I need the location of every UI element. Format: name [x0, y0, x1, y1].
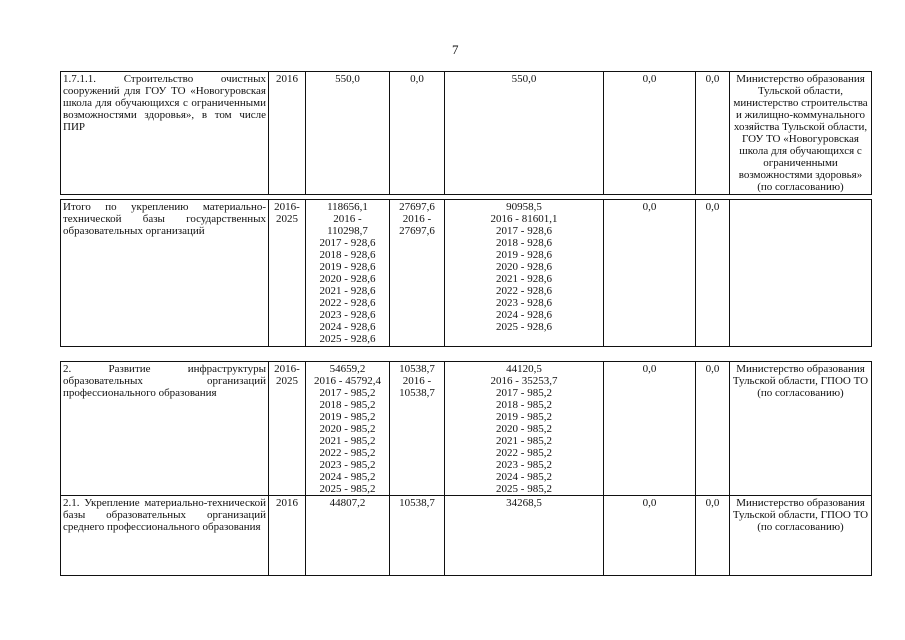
value-line: 2018 - 985,2 — [496, 399, 552, 411]
regional-cell — [445, 362, 604, 496]
executors-cell: Министерство образования Тульской области, министерство строительства и жилищно-коммунального хозяйства Тульской области, ГОУ ТО «Новогуровская школа для обучающихся с ограниченными возможностями здоровья» (по согласованию) — [730, 72, 872, 195]
value-line: 2018 - 985,2 — [319, 399, 376, 411]
value-line: 2024 - 985,2 — [319, 471, 376, 483]
value-line: 2016 - — [402, 375, 432, 387]
federal-cell — [390, 496, 445, 576]
value-line: 90958,5 — [506, 201, 542, 213]
total-cell — [306, 362, 390, 496]
municipal-cell: 0,0 — [604, 72, 696, 195]
value-line: 10538,7 — [399, 363, 435, 375]
value-line: 2020 - 928,6 — [496, 261, 552, 273]
value-line: 27697,6 — [399, 201, 435, 213]
value-line: 110298,7 — [327, 225, 368, 237]
total-cell — [306, 200, 390, 347]
value-line: 550,0 — [511, 73, 537, 85]
value-line: 2024 - 985,2 — [496, 471, 552, 483]
value-line: 54659,2 — [329, 363, 366, 375]
value-line: 2025 - 985,2 — [319, 483, 376, 495]
extra-cell: 0,0 — [696, 200, 730, 347]
years-cell: 2016 — [269, 496, 306, 576]
table-block-2 — [60, 199, 872, 347]
table-block-3 — [60, 361, 872, 576]
value-line: 2016 - 35253,7 — [490, 375, 558, 387]
executors-cell: Министерство образования Тульской области, ГПОО ТО (по согласованию) — [730, 362, 872, 496]
years-cell: 2016 — [269, 72, 306, 195]
value-line: 2025 - 928,6 — [319, 333, 376, 345]
federal-cell — [390, 72, 445, 195]
federal-cell — [390, 362, 445, 496]
value-line: 2022 - 928,6 — [319, 297, 376, 309]
value-line: 2023 - 928,6 — [319, 309, 376, 321]
table-row — [61, 200, 872, 347]
regional-cell — [445, 72, 604, 195]
value-line: 2016 - 45792,4 — [314, 375, 381, 387]
total-cell — [306, 72, 390, 195]
value-line: 2023 - 985,2 — [496, 459, 552, 471]
extra-cell: 0,0 — [696, 496, 730, 576]
value-line: 34268,5 — [506, 497, 542, 509]
regional-cell — [445, 496, 604, 576]
value-line: 2017 - 928,6 — [496, 225, 552, 237]
value-line: 44120,5 — [506, 363, 542, 375]
value-line: 2023 - 928,6 — [496, 297, 552, 309]
value-line: 2017 - 985,2 — [496, 387, 552, 399]
value-line: 2021 - 928,6 — [496, 273, 552, 285]
municipal-cell: 0,0 — [604, 362, 696, 496]
value-line: 2020 - 985,2 — [496, 423, 552, 435]
page-number: 7 — [452, 42, 459, 57]
value-line: 2016 - 81601,1 — [490, 213, 558, 225]
extra-cell: 0,0 — [696, 72, 730, 195]
extra-cell: 0,0 — [696, 362, 730, 496]
measure-name: 2.1. Укрепление материально-технической базы образовательных организаций среднего профессионального образования — [61, 496, 269, 576]
measure-name: Итого по укреплению материально-технической базы государственных образовательных организаций — [61, 200, 269, 347]
executors-cell: Министерство образования Тульской области, ГПОО ТО (по согласованию) — [730, 496, 872, 576]
value-line: 2016 - — [333, 213, 362, 225]
federal-cell — [390, 200, 445, 347]
value-line: 2021 - 985,2 — [319, 435, 376, 447]
years-cell: 2016-2025 — [269, 362, 306, 496]
value-line: 10538,7 — [399, 387, 435, 399]
table-row — [61, 362, 872, 496]
value-line: 2024 - 928,6 — [496, 309, 552, 321]
value-line: 2018 - 928,6 — [496, 237, 552, 249]
value-line: 2016 - — [402, 213, 432, 225]
table-row — [61, 72, 872, 195]
years-cell: 2016-2025 — [269, 200, 306, 347]
total-cell — [306, 496, 390, 576]
value-line: 2022 - 928,6 — [496, 285, 552, 297]
measure-name: 1.7.1.1. Строительство очистных сооружений для ГОУ ТО «Новогуровская школа для обучающихся с ограниченными возможностями здоровья», в том числе ПИР — [61, 72, 269, 195]
table-row — [61, 496, 872, 576]
value-line: 10538,7 — [399, 497, 435, 509]
value-line: 2022 - 985,2 — [319, 447, 376, 459]
value-line: 44807,2 — [329, 497, 366, 509]
value-line: 2017 - 985,2 — [319, 387, 376, 399]
value-line: 2024 - 928,6 — [319, 321, 376, 333]
executors-cell — [730, 200, 872, 347]
municipal-cell: 0,0 — [604, 496, 696, 576]
value-line: 27697,6 — [399, 225, 435, 237]
value-line: 2021 - 928,6 — [319, 285, 376, 297]
value-line: 550,0 — [335, 73, 360, 85]
value-line: 2022 - 985,2 — [496, 447, 552, 459]
value-line: 2019 - 928,6 — [496, 249, 552, 261]
value-line: 2025 - 928,6 — [496, 321, 552, 333]
value-line: 2019 - 985,2 — [319, 411, 376, 423]
measure-name: 2. Развитие инфраструктуры образовательных организаций профессионального образования — [61, 362, 269, 496]
value-line: 2020 - 985,2 — [319, 423, 376, 435]
value-line: 0,0 — [410, 73, 424, 85]
value-line: 118656,1 — [327, 201, 368, 213]
value-line: 2018 - 928,6 — [319, 249, 376, 261]
value-line: 2019 - 985,2 — [496, 411, 552, 423]
value-line: 2020 - 928,6 — [319, 273, 376, 285]
regional-cell — [445, 200, 604, 347]
value-line: 2017 - 928,6 — [319, 237, 376, 249]
value-line: 2025 - 985,2 — [496, 483, 552, 495]
municipal-cell: 0,0 — [604, 200, 696, 347]
table-block-1 — [60, 71, 872, 195]
value-line: 2023 - 985,2 — [319, 459, 376, 471]
value-line: 2021 - 985,2 — [496, 435, 552, 447]
value-line: 2019 - 928,6 — [319, 261, 376, 273]
